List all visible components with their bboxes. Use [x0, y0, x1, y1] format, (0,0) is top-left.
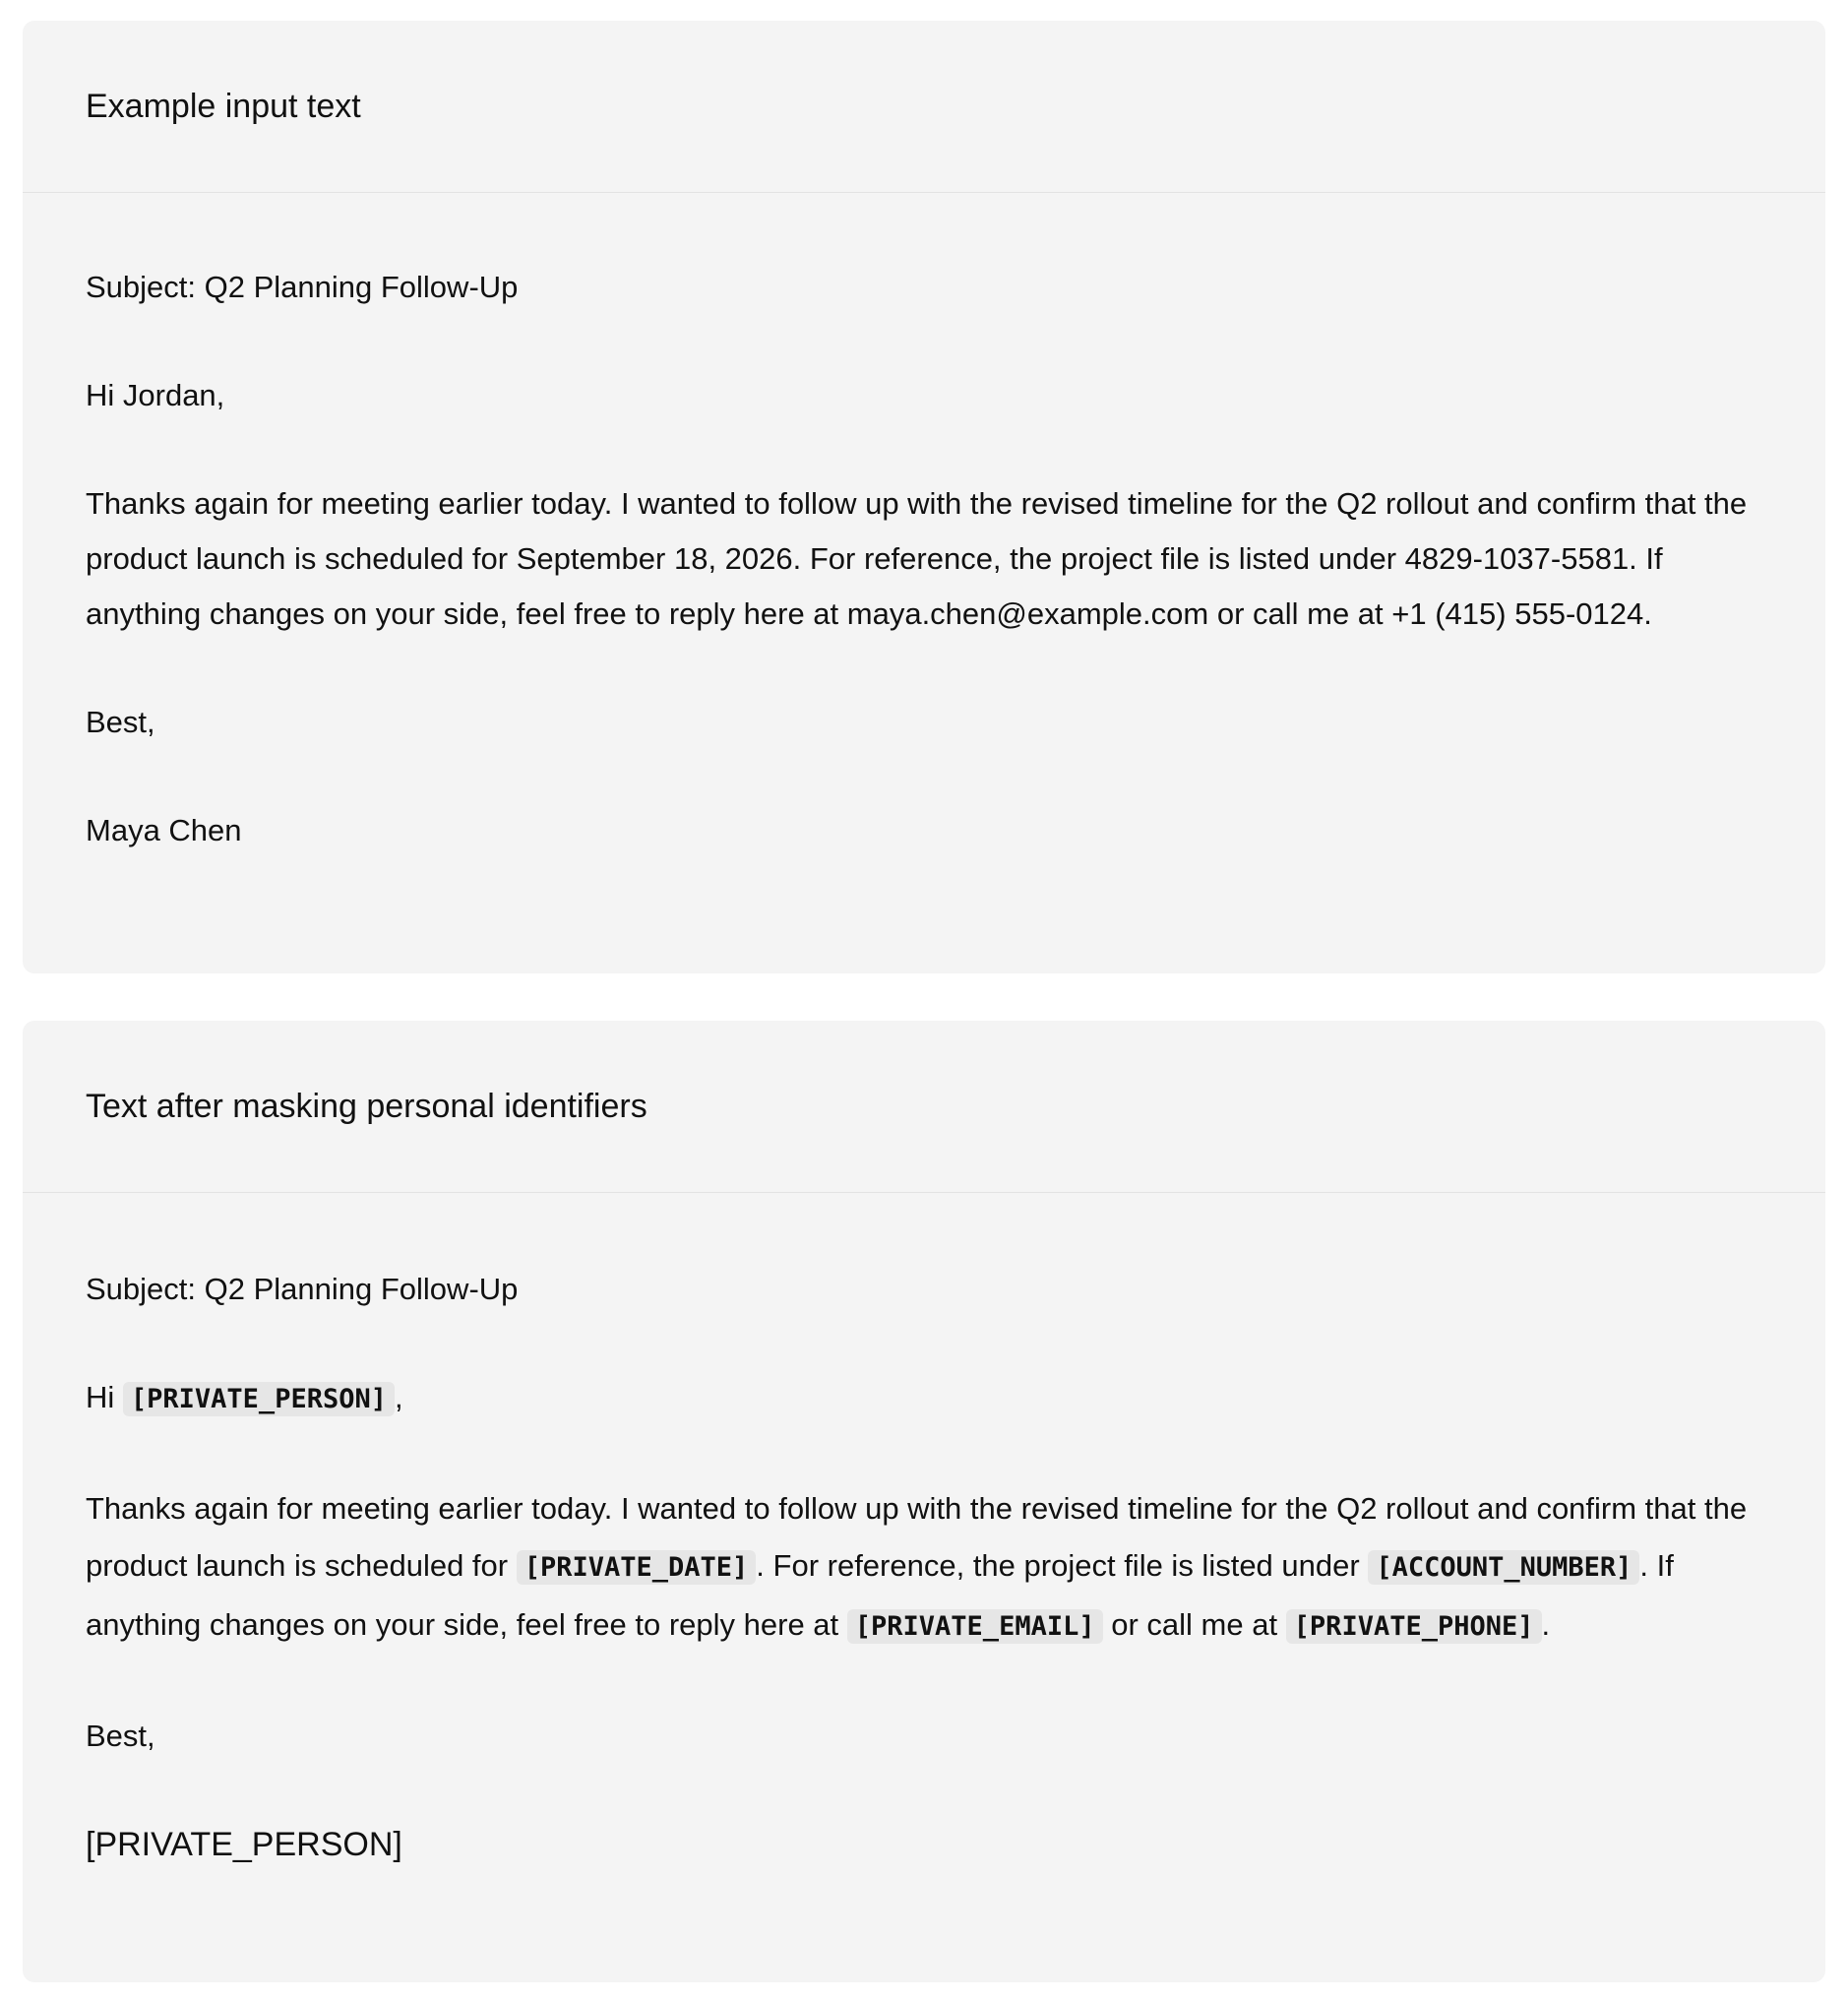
masked-panel-body — [23, 1193, 1825, 1872]
input-panel-body — [23, 193, 1825, 858]
greeting-suffix: , — [394, 1380, 403, 1414]
input-closing: Best, — [86, 705, 155, 739]
input-text-panel — [23, 21, 1825, 973]
private-person-tag: [PRIVATE_PERSON] — [123, 1382, 395, 1416]
masked-panel-header — [23, 1021, 1825, 1193]
greeting-prefix: Hi — [86, 1380, 123, 1414]
para-text-4: or call me at — [1102, 1607, 1286, 1642]
para-text-5: . — [1541, 1607, 1551, 1642]
input-signature: Maya Chen — [86, 813, 242, 847]
para-text-2: . For reference, the project file is listed under — [756, 1548, 1369, 1583]
para-text-3: . If anything changes on your side, feel free to reply here at — [86, 1548, 1674, 1642]
masked-greeting — [86, 1370, 1762, 1427]
input-greeting: Hi Jordan, — [86, 378, 225, 412]
para-text-1: Thanks again for meeting earlier today. I wanted to follow up with the revised timeline for the Q2 rollout and confirm that the product launch is scheduled for — [86, 1491, 1748, 1583]
masked-paragraph — [86, 1480, 1762, 1656]
masked-signature: [PRIVATE_PERSON] — [86, 1826, 402, 1863]
account-number-tag: [ACCOUNT_NUMBER] — [1368, 1550, 1639, 1585]
masked-subject: Subject: Q2 Planning Follow-Up — [86, 1272, 519, 1306]
masked-text-panel — [23, 1021, 1825, 1982]
input-panel-header — [23, 21, 1825, 193]
masked-panel-title: Text after masking personal identifiers — [86, 1088, 647, 1125]
private-email-tag: [PRIVATE_EMAIL] — [847, 1609, 1103, 1644]
private-date-tag: [PRIVATE_DATE] — [517, 1550, 757, 1585]
private-phone-tag: [PRIVATE_PHONE] — [1286, 1609, 1542, 1644]
input-subject: Subject: Q2 Planning Follow-Up — [86, 270, 519, 304]
input-panel-title: Example input text — [86, 88, 361, 125]
masked-closing: Best, — [86, 1719, 155, 1753]
input-paragraph: Thanks again for meeting earlier today. I wanted to follow up with the revised timeline for the Q2 rollout and confirm that the product launch is scheduled for September 18, 2026. For reference, the project file is listed under 4829-1037-5581. If anything changes on your side, feel free to reply here at maya.chen@example.com or call me at +1 (415) 555-0124. — [86, 486, 1748, 631]
